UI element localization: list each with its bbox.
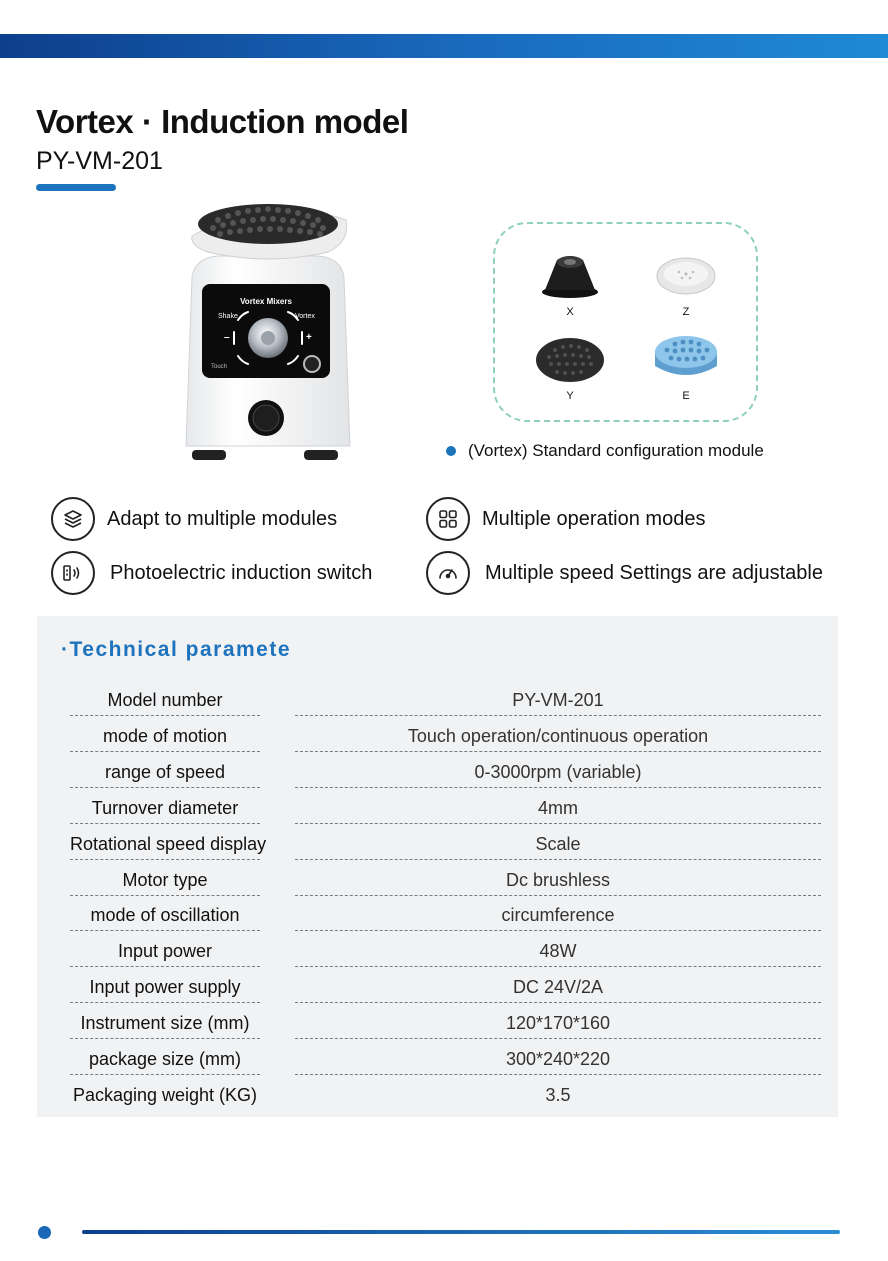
row-divider bbox=[70, 1074, 260, 1075]
feature-sensor bbox=[51, 551, 372, 595]
table-row bbox=[37, 834, 838, 870]
table-row bbox=[37, 726, 838, 762]
panel-heading: Vortex Mixers bbox=[240, 297, 292, 306]
param-label: package size (mm) bbox=[88, 1049, 242, 1069]
flat-plate-icon bbox=[655, 248, 717, 300]
config-caption bbox=[446, 441, 764, 461]
row-divider bbox=[70, 715, 260, 716]
param-value: 0-3000rpm (variable) bbox=[474, 761, 642, 782]
table-row bbox=[37, 690, 838, 726]
row-divider bbox=[70, 1002, 260, 1003]
grid-icon bbox=[426, 497, 470, 541]
row-divider bbox=[70, 787, 260, 788]
row-divider bbox=[295, 895, 821, 896]
cup-head-icon bbox=[539, 248, 601, 300]
layers-icon bbox=[51, 497, 95, 541]
param-label: Input power bbox=[117, 941, 213, 962]
top-banner bbox=[0, 34, 888, 58]
table-row bbox=[37, 1085, 838, 1121]
param-label: Instrument size (mm) bbox=[80, 1013, 250, 1034]
sensor-icon bbox=[51, 551, 95, 595]
row-divider bbox=[295, 966, 821, 967]
table-row bbox=[37, 798, 838, 834]
row-divider bbox=[295, 1074, 821, 1075]
table-row bbox=[37, 1013, 838, 1049]
module-frame bbox=[493, 222, 758, 422]
param-label: Rotational speed display bbox=[70, 833, 267, 854]
tube-rack-icon bbox=[653, 332, 719, 384]
param-value: Dc brushless bbox=[505, 869, 611, 890]
param-label: Packaging weight (KG) bbox=[72, 1084, 258, 1105]
module-x-label: X bbox=[566, 306, 574, 318]
param-value: Scale bbox=[535, 833, 581, 854]
param-value: 48W bbox=[539, 941, 577, 962]
feature-operation bbox=[426, 497, 705, 541]
row-divider bbox=[295, 859, 821, 860]
module-x bbox=[535, 248, 605, 318]
feature-modules-label: Adapt to multiple modules bbox=[107, 507, 338, 530]
feature-modules bbox=[51, 497, 337, 541]
row-divider bbox=[295, 1038, 821, 1039]
row-divider bbox=[70, 859, 260, 860]
panel-vortex-label: Vortex bbox=[295, 313, 315, 320]
panel-minus: – bbox=[224, 332, 230, 343]
product-image bbox=[178, 196, 358, 466]
row-divider bbox=[70, 966, 260, 967]
row-divider bbox=[70, 930, 260, 931]
row-divider bbox=[70, 823, 260, 824]
gauge-icon bbox=[426, 551, 470, 595]
param-value: 3.5 bbox=[545, 1084, 571, 1105]
feature-speed-label: Multiple speed Settings are adjustable bbox=[485, 561, 823, 584]
param-value: Touch operation/continuous operation bbox=[407, 725, 709, 746]
config-caption-text: (Vortex) Standard configuration module bbox=[468, 441, 764, 460]
row-divider bbox=[70, 751, 260, 752]
footer-line bbox=[82, 1230, 840, 1234]
dimpled-pad-icon bbox=[535, 332, 605, 384]
module-z-label: Z bbox=[682, 306, 690, 318]
param-label: mode of oscillation bbox=[90, 905, 240, 926]
row-divider bbox=[295, 751, 821, 752]
row-divider bbox=[295, 787, 821, 788]
panel-shake-label: Shake bbox=[218, 313, 238, 320]
tech-params-panel bbox=[37, 616, 838, 1117]
row-divider bbox=[295, 715, 821, 716]
module-e bbox=[651, 332, 721, 402]
module-z bbox=[651, 248, 721, 318]
feature-speed bbox=[426, 551, 823, 595]
param-label: Turnover diameter bbox=[91, 797, 239, 818]
table-row bbox=[37, 1049, 838, 1085]
param-value: 4mm bbox=[538, 797, 578, 818]
page-title: Vortex · Induction model bbox=[36, 103, 409, 140]
table-row bbox=[37, 977, 838, 1013]
footer-dot bbox=[38, 1226, 51, 1239]
tech-params-title: ·Technical paramete bbox=[61, 638, 292, 661]
row-divider bbox=[70, 1038, 260, 1039]
panel-touch-label: Touch bbox=[211, 364, 228, 370]
table-row bbox=[37, 905, 838, 941]
module-y-label: Y bbox=[566, 390, 574, 402]
param-value: PY-VM-201 bbox=[512, 690, 604, 710]
param-label: Motor type bbox=[122, 869, 208, 890]
param-label: Input power supply bbox=[89, 977, 241, 998]
feature-operation-label: Multiple operation modes bbox=[482, 507, 706, 530]
table-row bbox=[37, 762, 838, 798]
module-y bbox=[535, 332, 605, 402]
model-subtitle: PY-VM-201 bbox=[36, 147, 163, 175]
param-value: DC 24V/2A bbox=[512, 977, 604, 998]
title-underline bbox=[36, 184, 116, 191]
param-value: 120*170*160 bbox=[505, 1013, 611, 1034]
row-divider bbox=[70, 895, 260, 896]
feature-sensor-label: Photoelectric induction switch bbox=[110, 561, 373, 584]
bullet-dot bbox=[446, 446, 456, 456]
param-label: range of speed bbox=[104, 761, 226, 782]
row-divider bbox=[295, 823, 821, 824]
param-label: Model number bbox=[107, 690, 223, 710]
panel-plus: + bbox=[306, 332, 312, 343]
row-divider bbox=[295, 930, 821, 931]
param-value: 300*240*220 bbox=[505, 1049, 611, 1069]
param-value: circumference bbox=[501, 905, 615, 926]
table-row bbox=[37, 870, 838, 906]
row-divider bbox=[295, 1002, 821, 1003]
module-e-label: E bbox=[682, 390, 690, 402]
param-label: mode of motion bbox=[102, 725, 228, 746]
table-row bbox=[37, 941, 838, 977]
